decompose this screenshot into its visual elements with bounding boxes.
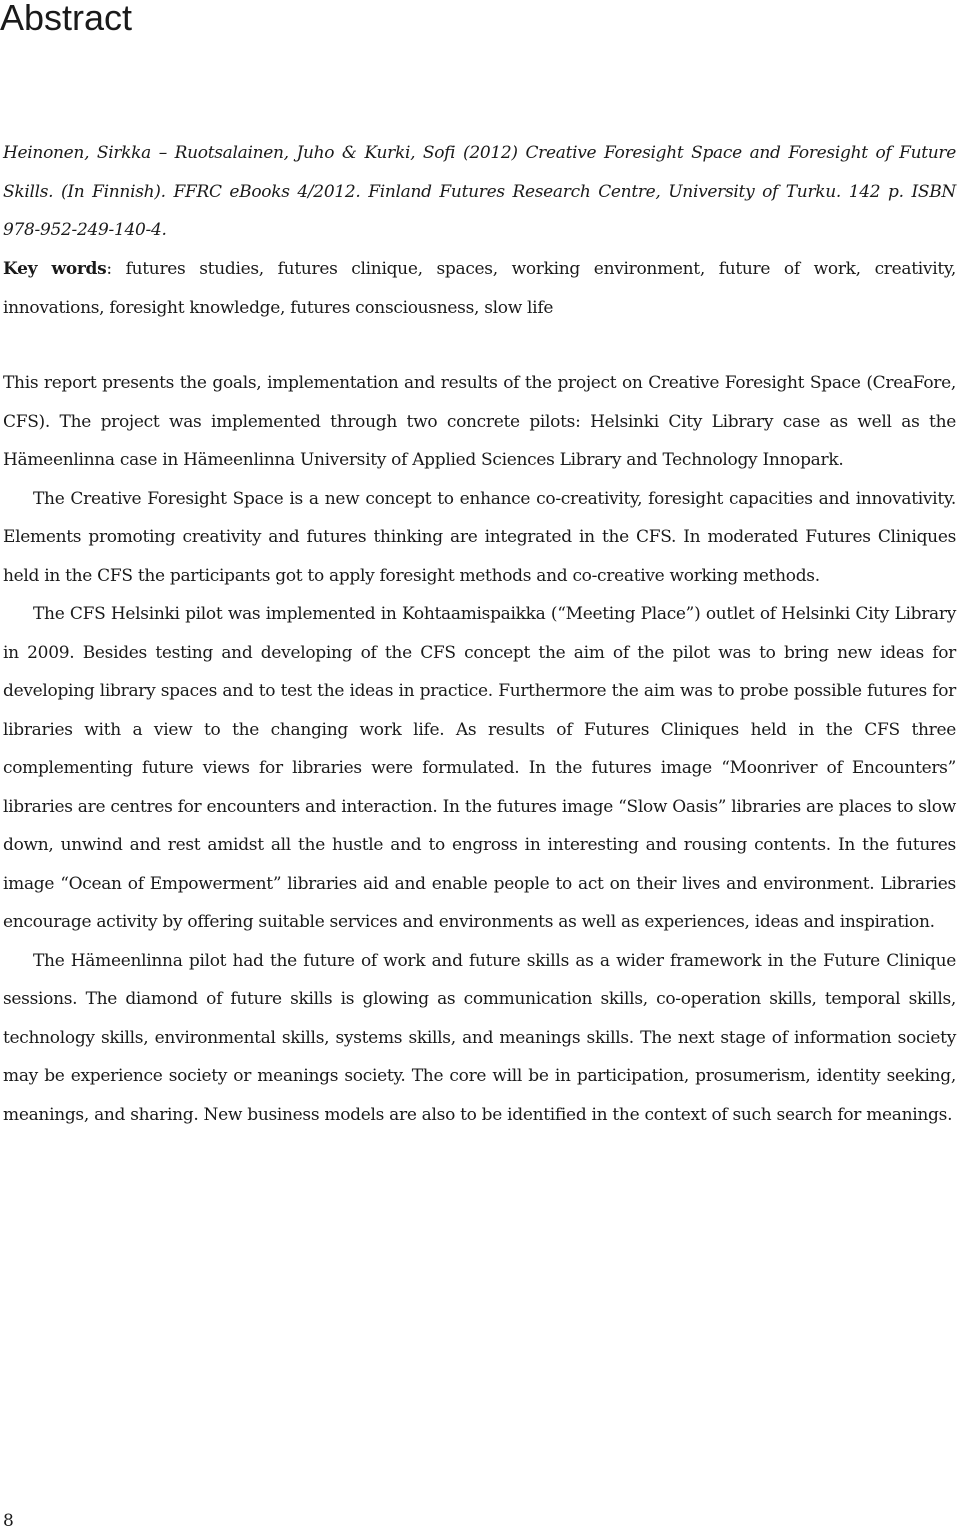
- abstract-paragraph-3: The CFS Helsinki pilot was implemented in Kohtaamispaikka (“Meeting Place”) outlet of Helsinki City Library in 2009. Besides testing and developing of the CFS concept the aim of the pilot was to bring new ideas for developing library spaces and to test the ideas in practice. Furthermore the aim was to probe possible futures for libraries with a view to the changing work life. As results of Futures Cliniques held in the CFS three complementing future views for libraries were formulated. In the futures image “Moonriver of Encounters” libraries are centres for encounters and interaction. In the futures image “Slow Oasis” libraries are places to slow down, unwind and rest amidst all the hustle and to engross in interesting and rousing contents. In the futures image “Ocean of Empowerment” libraries aid and enable people to act on their lives and environment. Libraries encourage activity by offering suitable services and environments as well as experiences, ideas and inspiration.: [3, 604, 956, 932]
- abstract-body: [3, 364, 956, 1134]
- abstract-paragraph-4: The Hämeenlinna pilot had the future of work and future skills as a wider framework in the Future Clinique sessions. The diamond of future skills is glowing as communication skills, co-operation skills, temporal skills, technology skills, environmental skills, systems skills, and meanings skills. The next stage of information society may be experience society or meanings society. The core will be in participation, prosumerism, identity seeking, meanings, and sharing. New business models are also to be identified in the context of such search for meanings.: [3, 950, 956, 1125]
- page-title: Abstract: [0, 0, 133, 38]
- abstract-paragraph-2: The Creative Foresight Space is a new concept to enhance co-creativity, foresight capacities and innovativity. Elements promoting creativity and futures thinking are integrated in the CFS. In moderated Futures Cliniques held in the CFS the participants got to apply foresight methods and co-creative working methods.: [3, 488, 956, 586]
- bibliographic-citation: Heinonen, Sirkka – Ruotsalainen, Juho & Kurki, Sofi (2012) Creative Foresight Space and Foresight of Future Skills. (In Finnish). FFRC eBooks 4/2012. Finland Futures Research Centre, University of Turku. 142 p. ISBN 978-952-249-140-4.: [3, 143, 956, 240]
- abstract-paragraph-1: This report presents the goals, implementation and results of the project on Creative Foresight Space (CreaFore, CFS). The project was implemented through two concrete pilots: Helsinki City Library case as well as the Hämeenlinna case in Hämeenlinna University of Applied Sciences Library and Technology Innopark.: [3, 373, 956, 470]
- keywords-label: Key words: [3, 259, 107, 279]
- keywords-section: [3, 250, 956, 327]
- keywords-list: : futures studies, futures clinique, spaces, working environment, future of work, creativity, innovations, foresight knowledge, futures consciousness, slow life: [3, 259, 957, 318]
- page-number: 8: [3, 1511, 14, 1531]
